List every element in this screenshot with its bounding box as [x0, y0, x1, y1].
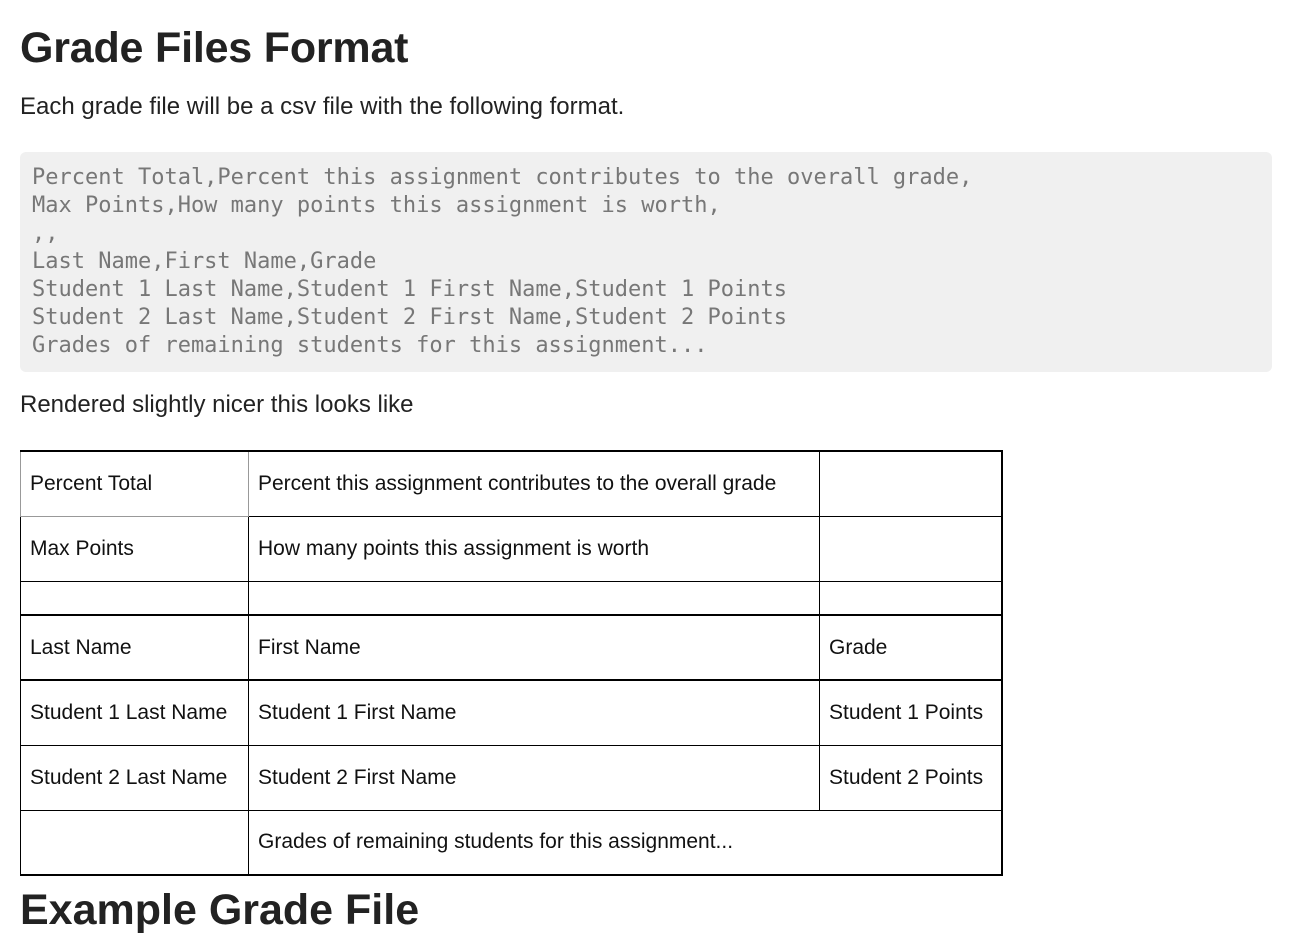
table-cell: Percent this assignment contributes to the overall grade	[249, 451, 820, 516]
table-cell: Student 1 First Name	[249, 680, 820, 745]
table-row	[21, 451, 1002, 516]
code-line: Student 1 Last Name,Student 1 First Name,Student 1 Points	[32, 277, 787, 302]
table-cell: First Name	[249, 615, 820, 680]
table-row	[21, 516, 1002, 581]
code-line: Percent Total,Percent this assignment contributes to the overall grade,	[32, 165, 973, 190]
table-footer-cell: Grades of remaining students for this assignment...	[249, 810, 1002, 875]
next-section-heading: Example Grade File	[20, 886, 420, 934]
table-cell: Percent Total	[21, 451, 249, 516]
code-line: Max Points,How many points this assignment is worth,	[32, 193, 721, 218]
code-line: Last Name,First Name,Grade	[32, 249, 377, 274]
table-cell: Student 2 First Name	[249, 745, 820, 810]
table-cell: Last Name	[21, 615, 249, 680]
intro-text: Each grade file will be a csv file with the following format.	[20, 93, 625, 120]
table-row	[21, 615, 1002, 680]
code-line: Student 2 Last Name,Student 2 First Name,Student 2 Points	[32, 305, 787, 330]
table-cell: How many points this assignment is worth	[249, 516, 820, 581]
table-cell: Grade	[820, 615, 1002, 680]
table-row	[21, 680, 1002, 745]
table-cell	[820, 451, 1002, 516]
code-line: Grades of remaining students for this assignment...	[32, 333, 708, 358]
table-row	[21, 810, 1002, 875]
page-title: Grade Files Format	[20, 24, 409, 72]
code-block	[20, 152, 1272, 372]
table-cell: Max Points	[21, 516, 249, 581]
table-cell	[249, 581, 820, 615]
table-cell	[820, 581, 1002, 615]
table-cell	[21, 581, 249, 615]
table-row	[21, 581, 1002, 615]
table-row	[21, 745, 1002, 810]
table-cell: Student 2 Last Name	[21, 745, 249, 810]
table-caption: Rendered slightly nicer this looks like	[20, 391, 414, 418]
table-cell: Student 2 Points	[820, 745, 1002, 810]
table-cell	[820, 516, 1002, 581]
table-cell	[21, 810, 249, 875]
grade-format-table	[20, 450, 1003, 876]
table-cell: Student 1 Last Name	[21, 680, 249, 745]
table-cell: Student 1 Points	[820, 680, 1002, 745]
code-line: ,,	[32, 221, 59, 246]
